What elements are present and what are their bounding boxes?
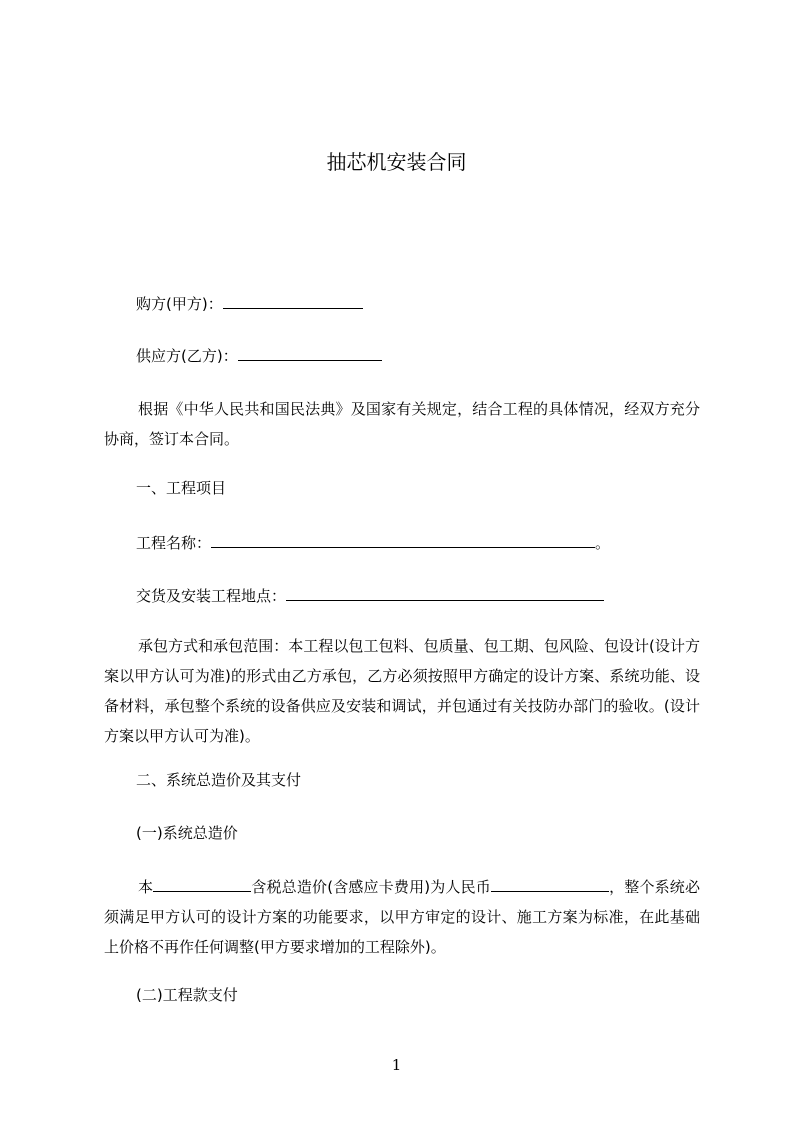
project-name-suffix: 。 (595, 534, 611, 552)
sub1-heading: (一)系统总造价 (136, 824, 238, 842)
page-number: 1 (391, 1056, 402, 1074)
document-title: 抽芯机安装合同 (326, 150, 467, 174)
buyer-line (136, 292, 363, 314)
project-name-blank[interactable] (211, 531, 595, 548)
project-name-line (136, 531, 610, 553)
price-amount-blank[interactable] (491, 875, 609, 892)
buyer-blank[interactable] (223, 292, 363, 309)
price-paragraph (104, 872, 700, 962)
price-prefix: 本 (138, 878, 154, 896)
price-mid: 含税总造价(含感应卡费用)为人民币 (251, 878, 491, 896)
project-name-label: 工程名称： (136, 534, 212, 552)
price-rest: ，整个系统必须满足甲方认可的设计方案的功能要求，以甲方审定的设计、施工方案为标准，在此基础上价格不再作任何调整(甲方要求增加的工程除外)。 (104, 878, 700, 956)
buyer-label: 购方(甲方)： (136, 295, 223, 313)
location-line (136, 584, 604, 606)
location-label: 交货及安装工程地点： (136, 587, 287, 605)
intro-paragraph: 根据《中华人民共和国民法典》及国家有关规定，结合工程的具体情况，经双方充分协商，签订本合同。 (104, 400, 700, 448)
scope-paragraph: 承包方式和承包范围：本工程以包工包料、包质量、包工期、包风险、包设计(设计方案以甲方认可为准)的形式由乙方承包，乙方必须按照甲方确定的设计方案、系统功能、设备材料，承包整个系统的设备供应及安装和调试，并包通过有关技防办部门的验收。(设计方案以甲方认可为准)。 (104, 637, 700, 745)
supplier-line (136, 344, 382, 366)
section2-heading: 二、系统总造价及其支付 (136, 771, 302, 789)
sub2-heading: (二)工程款支付 (136, 986, 238, 1004)
section1-heading: 一、工程项目 (136, 479, 227, 497)
supplier-blank[interactable] (238, 344, 382, 361)
price-scope-blank[interactable] (153, 875, 251, 892)
supplier-label: 供应方(乙方)： (136, 347, 238, 365)
location-blank[interactable] (286, 584, 604, 601)
